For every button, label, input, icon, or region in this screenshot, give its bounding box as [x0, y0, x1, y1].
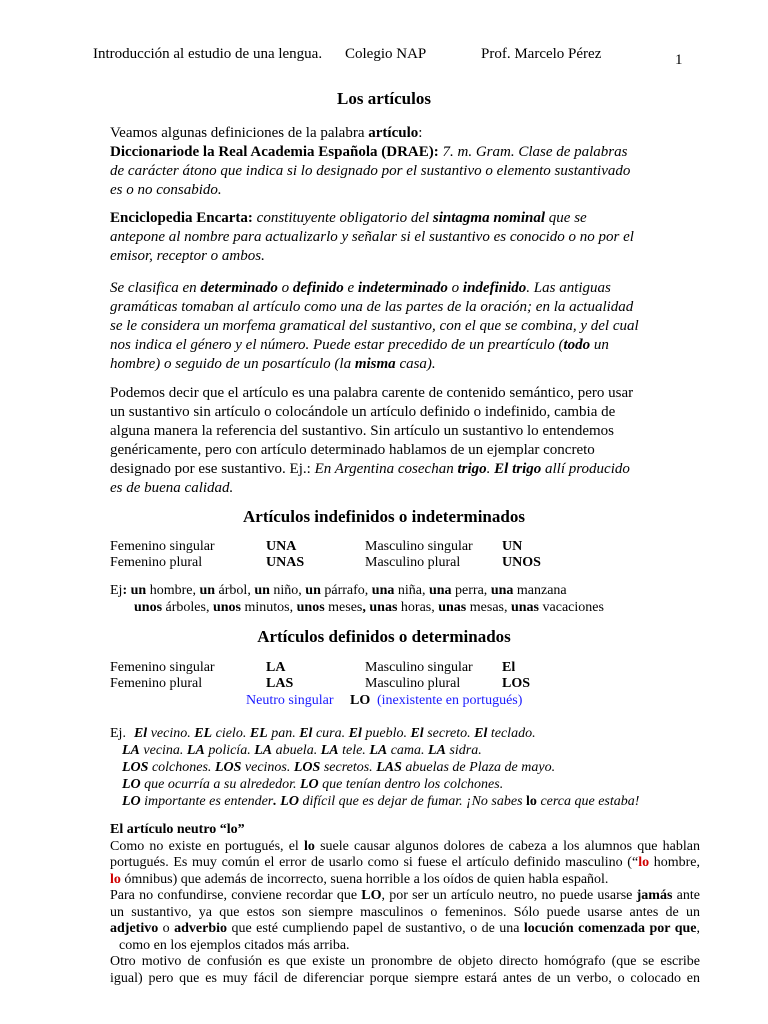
neutro-text: lo [304, 838, 315, 854]
indef-example-text: árboles, [162, 600, 213, 615]
def-example-text: . [273, 794, 277, 809]
neutro-text: ante [672, 888, 700, 903]
neutro-text: portugués. Es muy común el error de usarlo como si fuese el artículo definido masculino (“ [110, 855, 639, 870]
indef-example-text: unos [134, 600, 163, 615]
neutro-line-8 [110, 954, 700, 971]
clasifica-line-4: nos indica el género y el número. Puede estar precedido de un preartículo (todo un [110, 337, 609, 353]
indef-example-text: un [305, 583, 321, 598]
neutro-line-9 [110, 971, 700, 988]
neutro-text: ómnibus) que además de incorrecto, suena horrible a los oídos de quien habla español. [120, 871, 609, 887]
def-fem-label-1: Femenino singular [110, 660, 215, 675]
neutro-line-2 [110, 855, 700, 872]
encarta-line-2: antepone al nombre para actualizarlo y señalar si el sustantivo es conocido o no por el [110, 229, 634, 245]
drae-source: Diccionariode la Real Academia Española (DRAE): [110, 144, 439, 160]
def-example-text: pueblo. [361, 726, 411, 741]
def-example-text: tele. [338, 743, 370, 758]
indef-example-line-2 [110, 599, 604, 616]
def-example-text: lo [526, 794, 537, 809]
def-example-text: policía. [204, 743, 255, 758]
indef-masc-art-2: UNOS [502, 555, 541, 570]
def-example-text: importante es entender [140, 794, 274, 809]
def-example-text: LA [369, 743, 388, 758]
page-number: 1 [675, 52, 683, 68]
def-example-text: LA [428, 743, 446, 758]
def-example-line-5 [110, 793, 639, 810]
neutro-section [110, 822, 700, 987]
indef-example-line-1: Ej: un hombre, un árbol, un niño, un párrafo, una niña, una perra, una manzana [110, 583, 567, 598]
neutro-line-3 [110, 872, 700, 889]
neutro-text: suele causar algunos dolores de cabeza a los alumnos que hablan [314, 838, 700, 854]
neutro-line-7 [110, 938, 700, 955]
def-example-text: LA [320, 743, 339, 758]
def-example-text: LA [186, 743, 205, 758]
def-masc-art-1: El [502, 660, 516, 675]
indef-example-text: párrafo, [320, 583, 372, 598]
indef-example-text: mesas, [466, 600, 511, 615]
def-example-text: LOS [214, 760, 242, 775]
def-example-text: EL [194, 726, 213, 741]
def-masc-label-2: Masculino plural [365, 676, 461, 691]
neutro-text: adverbio [174, 921, 228, 936]
indef-example-text: unos [296, 600, 325, 615]
indef-example-text: unas [438, 600, 467, 615]
indef-example-text: minutos, [241, 600, 297, 615]
indef-example-text: perra, [451, 583, 491, 598]
indef-masc-label-1: Masculino singular [365, 539, 473, 554]
neutro-note: (inexistente en portugués) [377, 693, 523, 708]
def-examples [110, 725, 639, 810]
header-course: Introducción al estudio de una lengua. [93, 46, 323, 62]
podemos-line-2: un sustantivo sin artículo o colocándole un artículo definido o indefinido, cambia de [110, 404, 616, 420]
neutro-text: locución comenzada por que [523, 921, 697, 936]
drae-line-1: Diccionariode la Real Academia Española (DRAE): 7. m. Gram. Clase de palabras [110, 144, 628, 160]
indef-example-text: árbol, [215, 583, 255, 598]
indef-example-text: vacaciones [539, 600, 604, 615]
drae-line-2: de carácter átono que indica si lo designado por el sustantivo o elemento sustantivado [110, 163, 631, 179]
indef-example-text: un [130, 583, 147, 598]
indef-example-text: unos [212, 600, 241, 615]
podemos-line-5: designado por ese sustantivo. Ej.: En Argentina cosechan trigo. El trigo allí producido [110, 461, 630, 477]
indef-example-text: unas [369, 600, 398, 615]
neutro-singular-label: Neutro singular [246, 693, 334, 708]
def-example-text: abuela. [272, 743, 321, 758]
def-example-text: vecinos. [241, 760, 294, 775]
clasifica-line-3: se le considera un morfema gramatical del sustantivo, con el que se combina, y del cual [110, 318, 639, 334]
def-example-line-3 [110, 759, 639, 776]
indef-fem-art-2: UNAS [266, 555, 305, 570]
definitions-block [110, 124, 660, 200]
indef-fem-art-1: UNA [266, 539, 297, 554]
clasifica-block [110, 279, 660, 374]
indef-examples [110, 582, 604, 616]
def-fem-label-2: Femenino plural [110, 676, 203, 691]
def-example-text: LOS [122, 760, 149, 775]
encarta-line-3: emisor, receptor o ambos. [110, 248, 265, 264]
indef-example-text: unas [510, 600, 540, 615]
podemos-block [110, 384, 660, 498]
encarta-line-1: Enciclopedia Encarta: constituyente obligatorio del sintagma nominal que se [110, 210, 587, 226]
indef-example-text: una [490, 583, 514, 598]
def-example-text: vecino. [147, 726, 195, 741]
indef-example-text: un [199, 583, 216, 598]
def-example-text: LO [299, 777, 319, 792]
indef-example-text: , [362, 600, 366, 615]
def-example-line-1: Ej. El vecino. EL cielo. EL pan. El cura. El pueblo. El secreto. El teclado. [110, 726, 536, 741]
def-example-text: secreto. [423, 726, 475, 741]
def-example-text: colchones. [148, 760, 215, 775]
neutro-line-6 [110, 921, 700, 938]
encarta-source: Enciclopedia Encarta: [110, 210, 253, 226]
neutro-text: jamás [636, 888, 673, 903]
def-example-text: LO [122, 794, 141, 809]
podemos-line-1: Podemos decir que el artículo es una palabra carente de contenido semántico, pero usar [110, 385, 634, 401]
header-school: Colegio NAP [345, 46, 427, 62]
neutro-line-5 [110, 905, 700, 922]
def-example-text: El [348, 726, 362, 741]
def-example-text: LAS [376, 760, 402, 775]
def-masc-art-2: LOS [502, 676, 531, 691]
neutro-text: adjetivo [110, 921, 159, 936]
indef-example-text: niño, [269, 583, 306, 598]
podemos-line-4: genéricamente, pero con artículo determinado hablamos de un ejemplar concreto [110, 442, 595, 458]
def-example-text: El [474, 726, 488, 741]
def-example-text: El [299, 726, 313, 741]
def-example-line-4 [110, 776, 639, 793]
def-example-text: LA [254, 743, 273, 758]
def-example-text: cura. [312, 726, 349, 741]
neutro-text: LO [361, 888, 382, 903]
neutro-text: o [158, 921, 175, 936]
neutro-line-1 [110, 839, 700, 856]
neutro-text: , por ser un artículo neutro, no puede usarse [381, 888, 637, 903]
neutro-text: igual) pero que es muy fácil de diferenciar porque siempre estará antes de un verbo, o colocado en [110, 970, 700, 986]
neutro-text: que esté cumpliendo papel de sustantivo, o de una [227, 921, 524, 936]
def-example-line-2 [110, 742, 639, 759]
indef-masc-label-2: Masculino plural [365, 555, 461, 570]
neutro-line-4 [110, 888, 700, 905]
heading-definidos: Artículos definidos o determinados [257, 627, 511, 646]
def-example-text: que tenían dentro los colchones. [318, 777, 504, 792]
indef-example-text: un [254, 583, 270, 598]
neutro-singular-art: LO [350, 693, 371, 708]
indef-fem-label-1: Femenino singular [110, 539, 215, 554]
indef-example-text: niña, [394, 583, 429, 598]
neutro-text: Para no confundirse, conviene recordar que [110, 888, 362, 903]
podemos-line-3: alguna manera la referencia del sustantivo. Sin artículo un sustantivo lo entendemos [110, 423, 615, 439]
def-example-text: LA [122, 743, 140, 758]
def-example-text: LO [122, 777, 141, 792]
page-title: Los artículos [337, 89, 431, 108]
neutro-heading: El artículo neutro “lo” [110, 822, 245, 837]
def-example-text: EL [249, 726, 268, 741]
def-example-text: pan. [267, 726, 300, 741]
def-example-text: cerca que estaba! [536, 794, 640, 809]
clasifica-line-1: Se clasifica en determinado o definido e indeterminado o indefinido. Las antiguas [110, 280, 611, 296]
clasifica-line-5: hombre) o seguido de un posartículo (la misma casa). [110, 356, 436, 372]
def-example-text: LO [280, 794, 299, 809]
clasifica-line-2: gramáticas tomaban al artículo como una de las partes de la oración; en la actualidad [110, 299, 634, 315]
header-professor: Prof. Marcelo Pérez [481, 46, 602, 62]
neutro-text: lo [110, 871, 121, 887]
def-example-text: difícil que es dejar de fumar. ¡No sabes [298, 794, 527, 809]
neutro-text: como en los ejemplos citados más arriba. [119, 937, 350, 953]
neutro-text: Otro motivo de confusión es que existe un pronombre de objeto directo homógrafo (que se escribe [110, 954, 700, 969]
def-example-text: cielo. [212, 726, 250, 741]
def-example-text: abuelas de Plaza de mayo. [401, 760, 556, 775]
def-example-text: El [133, 726, 148, 741]
def-example-text: vecina. [139, 743, 187, 758]
drae-line-3: es o no consabido. [110, 182, 222, 198]
def-example-text: sidra. [445, 743, 482, 758]
def-example-text: LOS [293, 760, 321, 775]
def-example-text: secretos. [320, 760, 377, 775]
indef-example-text: una [428, 583, 452, 598]
indef-example-text: meses [324, 600, 363, 615]
indef-example-text: manzana [513, 583, 567, 598]
def-example-text: El [410, 726, 424, 741]
neutro-text: Como no existe en portugués, el [110, 838, 305, 854]
neutro-text: lo [638, 855, 650, 870]
neutro-text: hombre, [649, 855, 700, 870]
def-example-text: que ocurría a su alrededor. [140, 777, 300, 792]
def-example-text: teclado. [487, 726, 536, 741]
indef-example-text: una [371, 583, 395, 598]
encarta-block [110, 209, 660, 266]
intro-line: Veamos algunas definiciones de la palabra artículo: [110, 125, 423, 141]
indef-example-text: horas, [397, 600, 439, 615]
def-masc-label-1: Masculino singular [365, 660, 473, 675]
indef-masc-art-1: UN [502, 539, 523, 554]
heading-indefinidos: Artículos indefinidos o indeterminados [243, 507, 525, 526]
def-fem-art-1: LA [266, 660, 286, 675]
neutro-text: un sustantivo, ya que estos son siempre masculinos o femeninos. Sólo puede usarse antes de un [110, 904, 700, 920]
def-fem-art-2: LAS [266, 676, 294, 691]
neutro-text: , [696, 921, 700, 936]
podemos-line-6: es de buena calidad. [110, 480, 234, 496]
def-example-text: cama. [387, 743, 429, 758]
indef-example-text: hombre, [146, 583, 200, 598]
indef-fem-label-2: Femenino plural [110, 555, 203, 570]
